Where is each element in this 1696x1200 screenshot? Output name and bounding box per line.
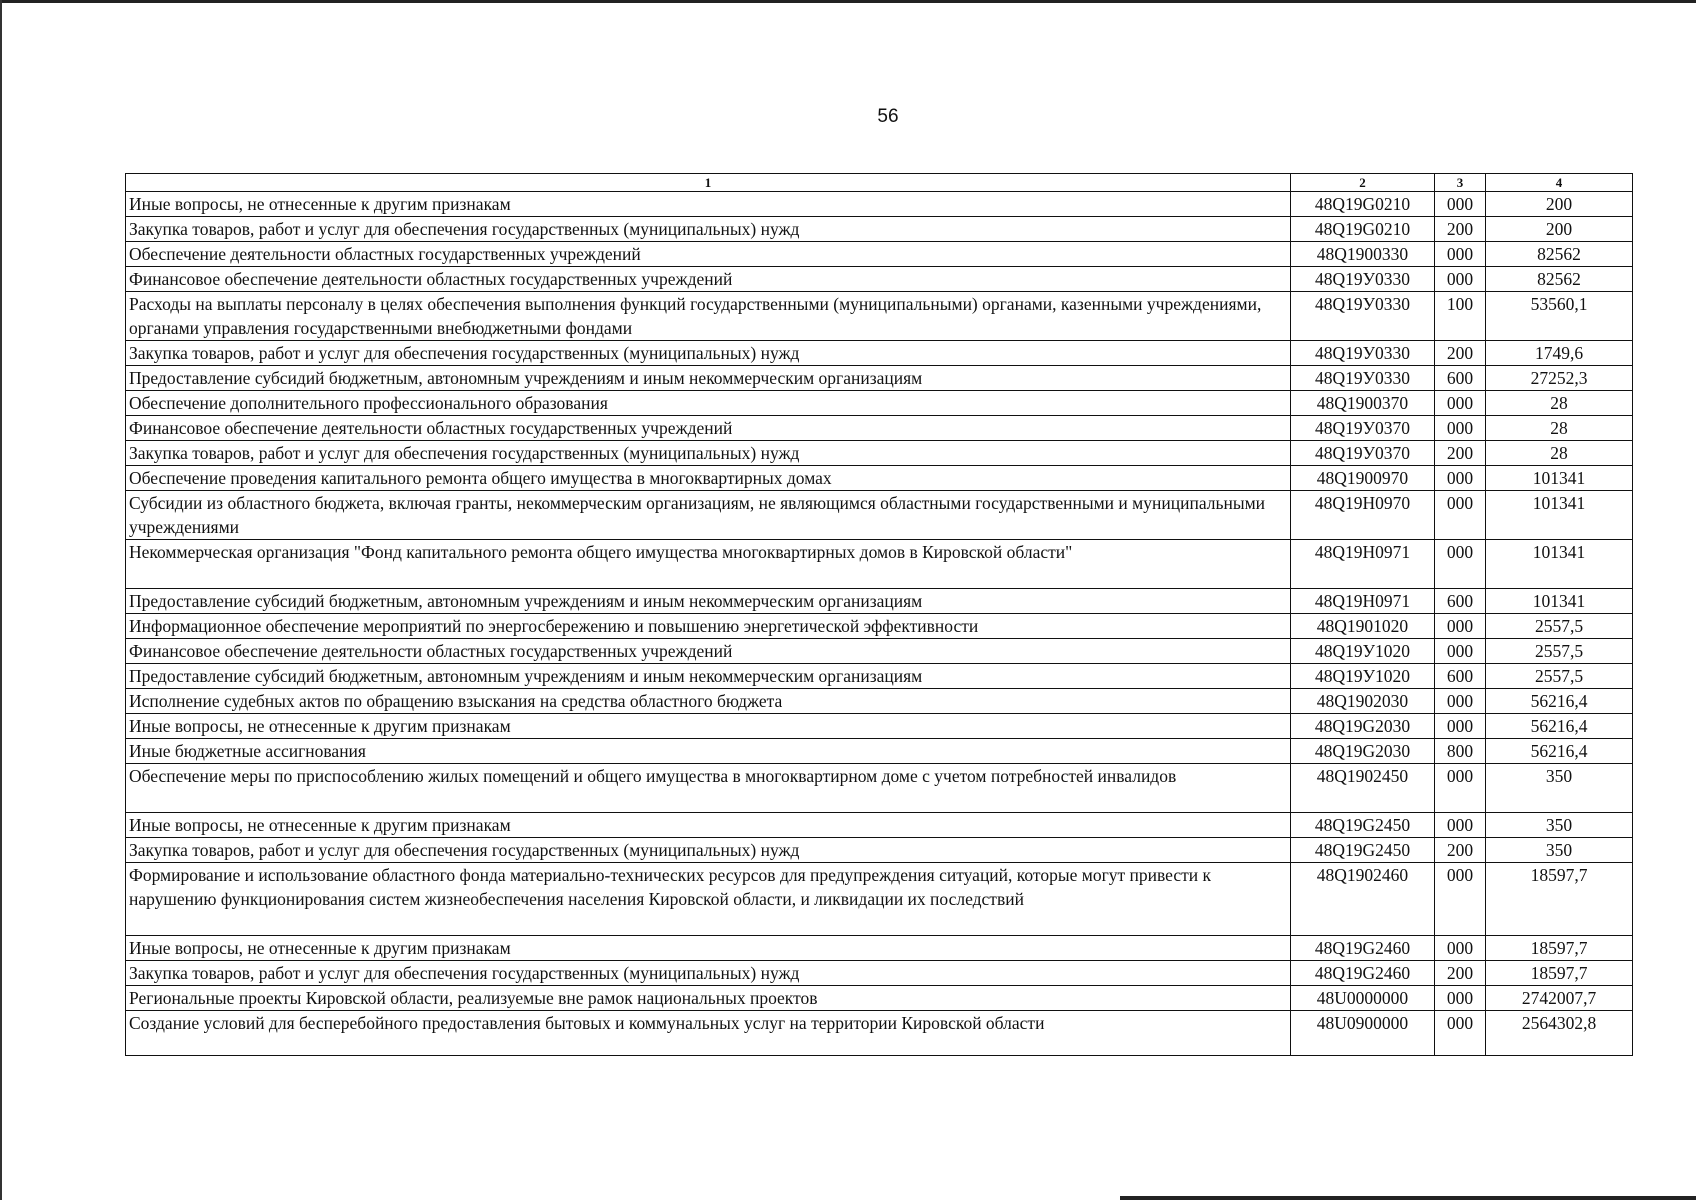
row-type: 000 [1435, 1011, 1486, 1056]
row-amount: 2742007,7 [1486, 986, 1633, 1011]
row-name: Субсидии из областного бюджета, включая гранты, некоммерческим организациям, не являющимся областными государственными и муниципальными учреждениями [126, 491, 1291, 540]
scan-edge-bottom [1120, 1196, 1696, 1200]
row-amount: 28 [1486, 416, 1633, 441]
row-type: 600 [1435, 664, 1486, 689]
row-code: 48Q19У0330 [1291, 366, 1435, 391]
row-type: 000 [1435, 267, 1486, 292]
row-amount: 18597,7 [1486, 936, 1633, 961]
row-type: 000 [1435, 714, 1486, 739]
row-amount: 200 [1486, 217, 1633, 242]
row-amount: 350 [1486, 838, 1633, 863]
header-col-1: 1 [126, 174, 1291, 192]
row-type: 000 [1435, 491, 1486, 540]
row-code: 48Q19У0370 [1291, 416, 1435, 441]
row-type: 200 [1435, 961, 1486, 986]
row-amount: 1749,6 [1486, 341, 1633, 366]
row-type: 000 [1435, 936, 1486, 961]
table-row [126, 491, 1633, 540]
row-name: Иные вопросы, не отнесенные к другим признакам [126, 714, 1291, 739]
table-row [126, 863, 1633, 936]
row-name: Обеспечение дополнительного профессионального образования [126, 391, 1291, 416]
table-row [126, 813, 1633, 838]
row-name: Финансовое обеспечение деятельности областных государственных учреждений [126, 639, 1291, 664]
row-name: Расходы на выплаты персоналу в целях обеспечения выполнения функций государственными (муниципальными) органами, казенными учреждениями, органами управления государственными внебюджетными фондами [126, 292, 1291, 341]
table-row [126, 639, 1633, 664]
row-amount: 53560,1 [1486, 292, 1633, 341]
row-code: 48Q19У0330 [1291, 341, 1435, 366]
row-name: Иные вопросы, не отнесенные к другим признакам [126, 192, 1291, 217]
table-row [126, 1011, 1633, 1056]
row-code: 48Q1902030 [1291, 689, 1435, 714]
row-code: 48Q19У0330 [1291, 292, 1435, 341]
row-amount: 82562 [1486, 267, 1633, 292]
row-amount: 101341 [1486, 540, 1633, 589]
row-name: Предоставление субсидий бюджетным, автономным учреждениям и иным некоммерческим организациям [126, 664, 1291, 689]
row-code: 48Q19G2450 [1291, 838, 1435, 863]
row-code: 48Q19G2030 [1291, 739, 1435, 764]
row-type: 200 [1435, 217, 1486, 242]
row-type: 200 [1435, 838, 1486, 863]
row-code: 48Q19G2460 [1291, 961, 1435, 986]
row-code: 48Q19G2030 [1291, 714, 1435, 739]
row-name: Финансовое обеспечение деятельности областных государственных учреждений [126, 416, 1291, 441]
table-row [126, 589, 1633, 614]
table-row [126, 838, 1633, 863]
row-name: Предоставление субсидий бюджетным, автономным учреждениям и иным некоммерческим организациям [126, 589, 1291, 614]
table-row [126, 391, 1633, 416]
row-amount: 2557,5 [1486, 614, 1633, 639]
row-code: 48Q19У0370 [1291, 441, 1435, 466]
row-amount: 2564302,8 [1486, 1011, 1633, 1056]
row-type: 000 [1435, 813, 1486, 838]
row-name: Исполнение судебных актов по обращению взыскания на средства областного бюджета [126, 689, 1291, 714]
table-row [126, 441, 1633, 466]
row-name: Закупка товаров, работ и услуг для обеспечения государственных (муниципальных) нужд [126, 217, 1291, 242]
row-name: Иные вопросы, не отнесенные к другим признакам [126, 813, 1291, 838]
row-amount: 82562 [1486, 242, 1633, 267]
row-type: 000 [1435, 192, 1486, 217]
row-code: 48U0000000 [1291, 986, 1435, 1011]
row-name: Обеспечение меры по приспособлению жилых помещений и общего имущества в многоквартирном доме с учетом потребностей инвалидов [126, 764, 1291, 813]
row-amount: 101341 [1486, 589, 1633, 614]
table-row [126, 540, 1633, 589]
row-name: Некоммерческая организация "Фонд капитального ремонта общего имущества многоквартирных домов в Кировской области" [126, 540, 1291, 589]
row-amount: 18597,7 [1486, 863, 1633, 936]
row-amount: 350 [1486, 813, 1633, 838]
row-amount: 101341 [1486, 466, 1633, 491]
budget-table [125, 173, 1633, 1056]
row-code: 48Q19У1020 [1291, 664, 1435, 689]
row-code: 48Q1900970 [1291, 466, 1435, 491]
row-name: Закупка товаров, работ и услуг для обеспечения государственных (муниципальных) нужд [126, 838, 1291, 863]
row-name: Формирование и использование областного фонда материально-технических ресурсов для предупреждения ситуаций, которые могут привести к нарушению функционирования систем жизнеобеспечения населения Кировской области, и ликвидации их последствий [126, 863, 1291, 936]
scan-edge-left [0, 0, 2, 1200]
table-row [126, 466, 1633, 491]
table-row [126, 267, 1633, 292]
row-code: 48Q1900370 [1291, 391, 1435, 416]
table-row [126, 689, 1633, 714]
table-row [126, 664, 1633, 689]
row-name: Региональные проекты Кировской области, реализуемые вне рамок национальных проектов [126, 986, 1291, 1011]
table-row [126, 416, 1633, 441]
table-row [126, 366, 1633, 391]
page-number: 56 [877, 106, 899, 127]
header-col-3: 3 [1435, 174, 1486, 192]
table-row [126, 242, 1633, 267]
header-col-2: 2 [1291, 174, 1435, 192]
row-name: Закупка товаров, работ и услуг для обеспечения государственных (муниципальных) нужд [126, 341, 1291, 366]
table-row [126, 936, 1633, 961]
row-name: Создание условий для бесперебойного предоставления бытовых и коммунальных услуг на территории Кировской области [126, 1011, 1291, 1056]
row-amount: 27252,3 [1486, 366, 1633, 391]
table-row [126, 764, 1633, 813]
row-name: Закупка товаров, работ и услуг для обеспечения государственных (муниципальных) нужд [126, 441, 1291, 466]
row-name: Предоставление субсидий бюджетным, автономным учреждениям и иным некоммерческим организациям [126, 366, 1291, 391]
header-col-4: 4 [1486, 174, 1633, 192]
table-row [126, 614, 1633, 639]
row-code: 48Q1900330 [1291, 242, 1435, 267]
table-row [126, 292, 1633, 341]
row-code: 48Q1902460 [1291, 863, 1435, 936]
row-code: 48Q1901020 [1291, 614, 1435, 639]
row-type: 000 [1435, 391, 1486, 416]
row-code: 48Q19У0330 [1291, 267, 1435, 292]
row-type: 800 [1435, 739, 1486, 764]
row-code: 48Q19H0970 [1291, 491, 1435, 540]
row-amount: 28 [1486, 391, 1633, 416]
row-type: 000 [1435, 614, 1486, 639]
row-code: 48Q19G2460 [1291, 936, 1435, 961]
row-amount: 28 [1486, 441, 1633, 466]
row-amount: 2557,5 [1486, 639, 1633, 664]
row-type: 000 [1435, 466, 1486, 491]
table-row [126, 192, 1633, 217]
table-row [126, 986, 1633, 1011]
row-type: 000 [1435, 639, 1486, 664]
row-name: Финансовое обеспечение деятельности областных государственных учреждений [126, 267, 1291, 292]
row-type: 600 [1435, 366, 1486, 391]
row-code: 48Q19H0971 [1291, 540, 1435, 589]
row-code: 48Q19H0971 [1291, 589, 1435, 614]
row-type: 000 [1435, 863, 1486, 936]
row-amount: 56216,4 [1486, 714, 1633, 739]
row-name: Иные вопросы, не отнесенные к другим признакам [126, 936, 1291, 961]
row-code: 48Q19G0210 [1291, 192, 1435, 217]
row-amount: 200 [1486, 192, 1633, 217]
row-name: Закупка товаров, работ и услуг для обеспечения государственных (муниципальных) нужд [126, 961, 1291, 986]
row-code: 48Q19G0210 [1291, 217, 1435, 242]
row-name: Обеспечение деятельности областных государственных учреждений [126, 242, 1291, 267]
row-amount: 56216,4 [1486, 689, 1633, 714]
row-type: 000 [1435, 689, 1486, 714]
row-type: 000 [1435, 242, 1486, 267]
table-row [126, 714, 1633, 739]
row-type: 600 [1435, 589, 1486, 614]
row-code: 48Q19G2450 [1291, 813, 1435, 838]
row-type: 200 [1435, 341, 1486, 366]
scan-edge-top [0, 0, 1696, 3]
row-type: 000 [1435, 416, 1486, 441]
table-row [126, 217, 1633, 242]
row-name: Информационное обеспечение мероприятий по энергосбережению и повышению энергетической эффективности [126, 614, 1291, 639]
row-type: 000 [1435, 764, 1486, 813]
table-row [126, 341, 1633, 366]
row-type: 000 [1435, 540, 1486, 589]
row-amount: 2557,5 [1486, 664, 1633, 689]
row-type: 200 [1435, 441, 1486, 466]
row-amount: 350 [1486, 764, 1633, 813]
row-type: 000 [1435, 986, 1486, 1011]
table-header-row [126, 174, 1633, 192]
row-amount: 101341 [1486, 491, 1633, 540]
row-amount: 18597,7 [1486, 961, 1633, 986]
row-code: 48Q19У1020 [1291, 639, 1435, 664]
row-code: 48Q1902450 [1291, 764, 1435, 813]
row-amount: 56216,4 [1486, 739, 1633, 764]
row-name: Обеспечение проведения капитального ремонта общего имущества в многоквартирных домах [126, 466, 1291, 491]
row-code: 48U0900000 [1291, 1011, 1435, 1056]
table-row [126, 961, 1633, 986]
table-row [126, 739, 1633, 764]
row-name: Иные бюджетные ассигнования [126, 739, 1291, 764]
row-type: 100 [1435, 292, 1486, 341]
